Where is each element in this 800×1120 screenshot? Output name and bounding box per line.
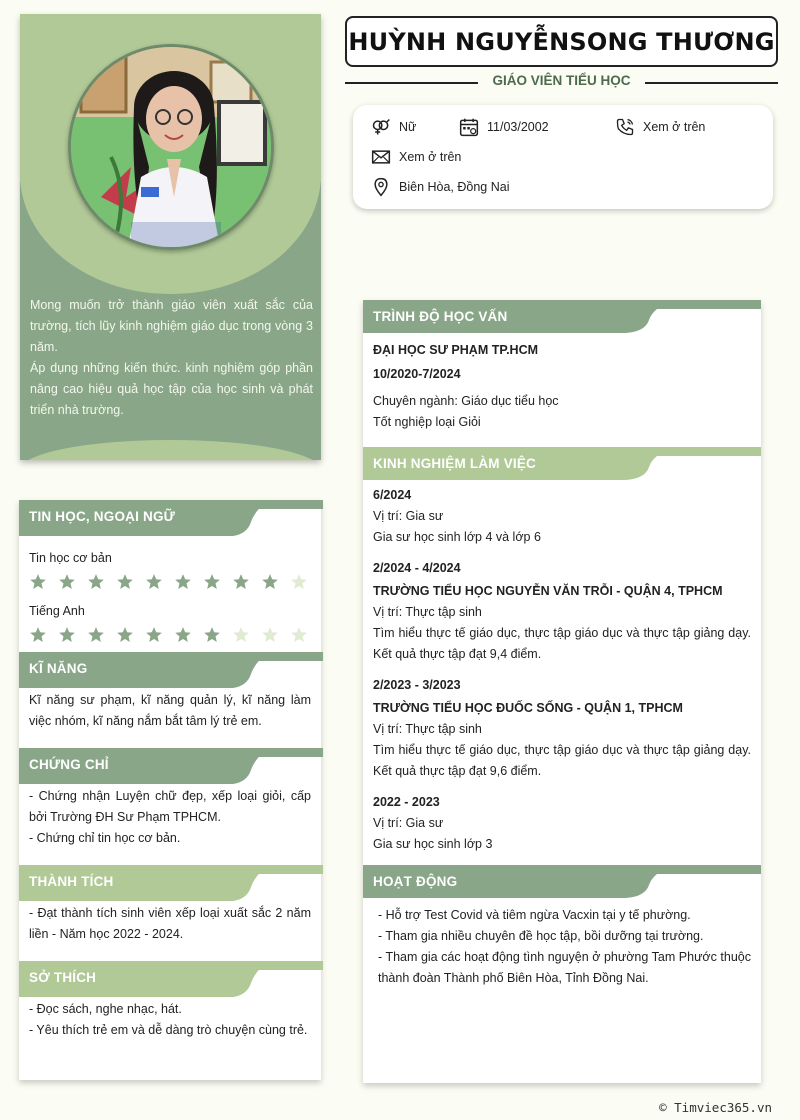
job-entry <box>373 792 751 855</box>
section-title-experience: KINH NGHIỆM LÀM VIỆC <box>373 456 537 471</box>
section-title-education: TRÌNH ĐỘ HỌC VẤN <box>373 309 508 324</box>
objective-line-1: Mong muốn trở thành giáo viên xuất sắc của trường, tích lũy kinh nghiệm giáo dục trong vòng 3 năm. <box>30 298 313 354</box>
education-period: 10/2020-7/2024 <box>373 367 461 381</box>
job-position: Vị trí: Gia sư <box>373 509 444 523</box>
role-row <box>345 72 778 92</box>
contact-birthday <box>459 117 549 137</box>
job-position: Vị trí: Thực tập sinh <box>373 605 482 619</box>
skills-text: Kĩ năng sư phạm, kĩ năng quản lý, kĩ năng làm việc nhóm, kĩ năng nắm bắt tâm lý trẻ em. <box>29 693 311 728</box>
star-filled-icon <box>58 573 76 591</box>
star-empty-icon <box>261 626 279 644</box>
section-title-skills-lang: TIN HỌC, NGOẠI NGỮ <box>29 509 176 524</box>
job-date: 2022 - 2023 <box>373 795 440 809</box>
section-title-certificates: CHỨNG CHỈ <box>29 757 109 772</box>
job-title: GIÁO VIÊN TIỂU HỌC <box>492 73 631 88</box>
contact-address <box>371 177 509 197</box>
education-major: Chuyên ngành: Giáo dục tiểu học <box>373 394 559 408</box>
star-filled-icon <box>116 626 134 644</box>
job-entry <box>373 485 751 548</box>
avatar-photo-illustration <box>71 47 274 250</box>
lang-label-english: Tiếng Anh <box>29 604 85 618</box>
certificate-item: - Chứng nhận Luyện chữ đẹp, xếp loại giỏi, cấp bởi Trường ĐH Sư Phạm TPHCM. <box>29 789 311 824</box>
section-header-certificates <box>19 748 321 784</box>
star-filled-icon <box>29 573 47 591</box>
star-empty-icon <box>290 626 308 644</box>
star-filled-icon <box>87 573 105 591</box>
education-grade: Tốt nghiệp loại Giỏi <box>373 415 481 429</box>
objective-line-2: Áp dụng những kiến thức. kinh nghiệm góp phần nâng cao hiệu quả học tập của học sinh và phát triển nhà trường. <box>30 361 313 417</box>
section-header-achievements <box>19 865 321 901</box>
job-description: Tìm hiểu thực tế giáo dục, thực tập giáo dục và thực tập giảng dạy. Kết quả thực tập đạt 9,4 điểm. <box>373 626 751 661</box>
job-date: 2/2023 - 3/2023 <box>373 678 461 692</box>
activity-item: - Tham gia nhiều chuyên đề học tập, bồi dưỡng tại trường. <box>378 929 704 943</box>
star-filled-icon <box>145 626 163 644</box>
left-column <box>19 500 321 1080</box>
achievements-text: - Đạt thành tích sinh viên xếp loại xuất sắc 2 năm liền - Năm học 2022 - 2024. <box>29 906 311 941</box>
calendar-icon <box>459 117 479 137</box>
job-organization: TRƯỜNG TIỂU HỌC NGUYỄN VĂN TRỖI - QUẬN 4, TPHCM <box>373 584 723 598</box>
gender-value: Nữ <box>399 120 417 134</box>
contact-phone <box>615 117 705 137</box>
avatar <box>68 44 274 250</box>
gender-icon <box>371 117 391 137</box>
lang-label-computer: Tin học cơ bản <box>29 551 112 565</box>
job-description: Gia sư học sinh lớp 4 và lớp 6 <box>373 530 541 544</box>
section-title-activities: HOẠT ĐỘNG <box>373 874 458 889</box>
star-filled-icon <box>203 573 221 591</box>
phone-value[interactable]: Xem ở trên <box>643 120 706 134</box>
section-header-education <box>363 300 761 336</box>
section-title-hobbies: SỞ THÍCH <box>29 970 97 985</box>
contact-gender <box>371 117 416 137</box>
career-objective <box>30 295 313 421</box>
section-title-skills: KĨ NĂNG <box>29 661 88 676</box>
profile-bottom-arc <box>20 440 321 460</box>
profile-card <box>20 14 321 460</box>
email-icon <box>371 147 391 167</box>
star-filled-icon <box>261 573 279 591</box>
rating-stars <box>29 626 311 644</box>
job-date: 6/2024 <box>373 488 412 502</box>
phone-icon <box>615 117 635 137</box>
rating-stars <box>29 573 311 591</box>
job-entry <box>373 558 751 665</box>
section-header-hobbies <box>19 961 321 997</box>
star-filled-icon <box>232 573 250 591</box>
star-empty-icon <box>232 626 250 644</box>
footer-credit[interactable]: © Timviec365.vn <box>659 1100 772 1115</box>
certificate-item: - Chứng chỉ tin học cơ bản. <box>29 831 181 845</box>
right-column <box>363 300 761 1083</box>
hobby-item: - Yêu thích trẻ em và dễ dàng trò chuyện cùng trẻ. <box>29 1023 308 1037</box>
birthday-value: 11/03/2002 <box>487 120 549 134</box>
section-header-activities <box>363 865 761 901</box>
star-filled-icon <box>58 626 76 644</box>
candidate-name: HUỲNH NGUYỄNSONG THƯƠNG <box>345 16 778 67</box>
activity-item: - Tham gia các hoạt động tình nguyện ở phường Tam Phước thuộc thành đoàn Thành phố Biên Hòa, Tỉnh Đồng Nai. <box>378 950 751 985</box>
section-header-skills-lang <box>19 500 321 536</box>
job-entry <box>373 675 751 782</box>
star-filled-icon <box>203 626 221 644</box>
section-header-experience <box>363 447 761 483</box>
location-pin-icon <box>371 177 391 197</box>
divider-right <box>645 82 778 84</box>
star-filled-icon <box>87 626 105 644</box>
star-empty-icon <box>290 573 308 591</box>
job-position: Vị trí: Thực tập sinh <box>373 722 482 736</box>
star-filled-icon <box>174 626 192 644</box>
star-filled-icon <box>174 573 192 591</box>
email-value[interactable]: Xem ở trên <box>399 150 462 164</box>
contact-card <box>353 105 773 209</box>
hobby-item: - Đọc sách, nghe nhạc, hát. <box>29 1002 182 1016</box>
section-header-skills <box>19 652 321 688</box>
section-title-achievements: THÀNH TÍCH <box>29 874 114 889</box>
contact-email <box>371 147 461 167</box>
job-description: Gia sư học sinh lớp 3 <box>373 837 493 851</box>
job-organization: TRƯỜNG TIỂU HỌC ĐUỐC SỐNG - QUẬN 1, TPHCM <box>373 701 683 715</box>
job-date: 2/2024 - 4/2024 <box>373 561 461 575</box>
divider-left <box>345 82 478 84</box>
education-school: ĐẠI HỌC SƯ PHẠM TP.HCM <box>373 343 539 357</box>
job-position: Vị trí: Gia sư <box>373 816 444 830</box>
job-description: Tìm hiểu thực tế giáo dục, thực tập giáo dục và thực tập giảng dạy. Kết quả thực tập đạt 9,6 điểm. <box>373 743 751 778</box>
star-filled-icon <box>116 573 134 591</box>
star-filled-icon <box>29 626 47 644</box>
activity-item: - Hỗ trợ Test Covid và tiêm ngừa Vacxin tại y tế phường. <box>378 908 691 922</box>
star-filled-icon <box>145 573 163 591</box>
address-value: Biên Hòa, Đồng Nai <box>399 180 510 194</box>
